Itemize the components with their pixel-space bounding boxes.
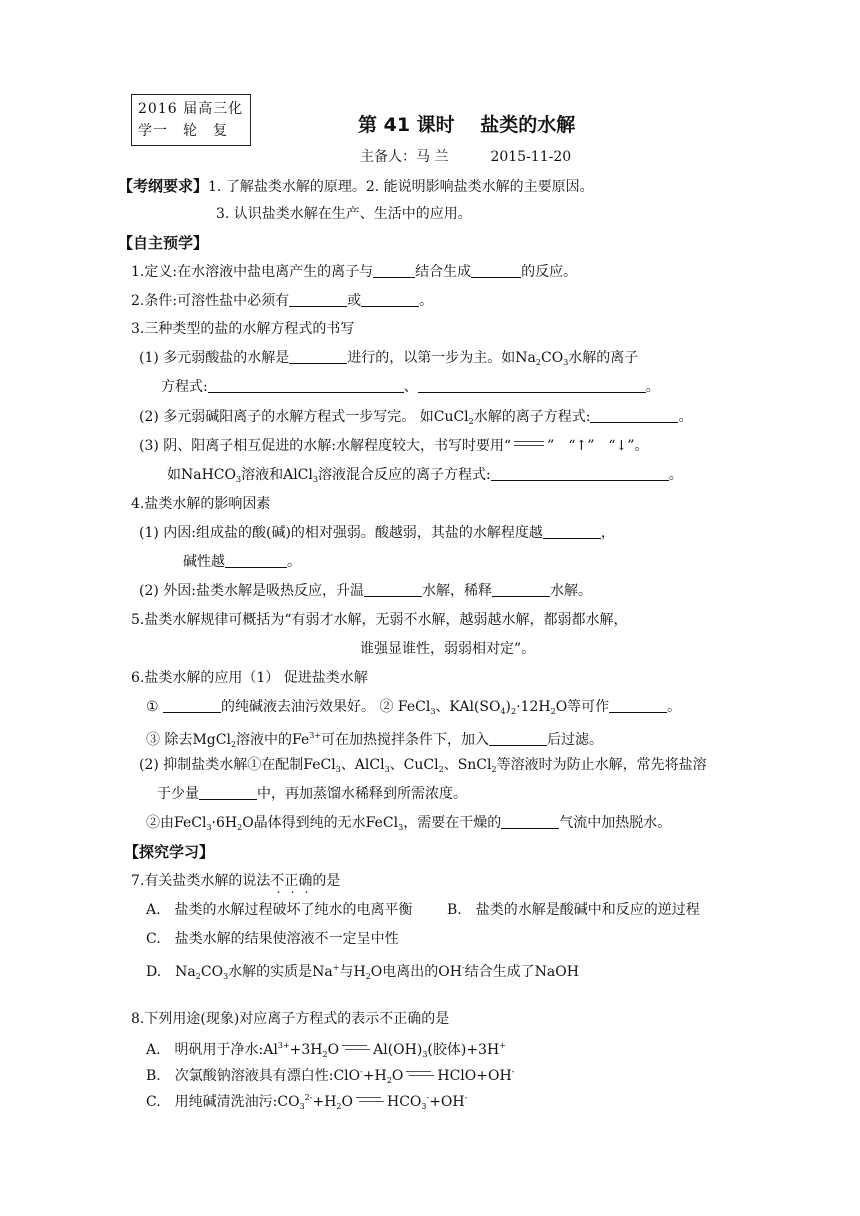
q6-2a-text-b: 、AlCl (340, 757, 385, 773)
q3-3b-text-c: 溶液混合反应的离子方程式: (317, 467, 491, 483)
question-1 (131, 263, 577, 281)
q6-2a-text-e: 等溶液时为防止水解，常先将盐溶 (496, 757, 707, 773)
q7-emphasis: 确 (298, 873, 313, 889)
q7-text-a: 7.有关盐类水解的说法 (131, 873, 271, 889)
q4-1b-text-a: 碱性越 (183, 554, 225, 570)
q4-2-text-b: 水解，稀释 (422, 583, 492, 599)
q3-2-text-c: 。 (678, 409, 693, 425)
superscript: - (511, 1067, 515, 1076)
question-3-2 (139, 408, 692, 431)
answer-blank[interactable] (199, 785, 257, 800)
answer-blank[interactable] (491, 466, 669, 481)
reversible-arrow-icon (405, 1070, 435, 1078)
superscript: - (464, 1093, 468, 1102)
superscript: - (426, 1093, 430, 1102)
question-3-1 (139, 349, 638, 372)
subscript: 2 (230, 740, 237, 749)
superscript: 3+ (277, 1041, 290, 1050)
q7-option-b[interactable]: B. 盐类的水解是酸碱中和反应的逆过程 (447, 902, 700, 918)
q8b-text-c: O (391, 1068, 404, 1084)
q3-1b-text-c: 。 (645, 379, 660, 395)
subscript: 3 (223, 972, 229, 981)
answer-blank[interactable] (361, 292, 419, 307)
q7d-text-c: 水解的实质是Na (228, 964, 333, 980)
subscript: 3 (384, 765, 390, 774)
question-6-1 (146, 698, 681, 721)
question-6-3 (146, 727, 603, 754)
q6-3-text-b: 溶液中的Fe (236, 732, 310, 748)
subscript: 3 (398, 823, 404, 832)
q6-2a-text-a: (2) 抑制盐类水解①在配制FeCl (139, 757, 336, 773)
q3-1-text-c: CO (540, 350, 564, 366)
q6-2c-text-b: ·6H (211, 815, 238, 831)
q8a-text-c: O (327, 1042, 340, 1058)
answer-blank[interactable] (492, 582, 550, 597)
q3-3b-text-d: 。 (668, 467, 683, 483)
q3-1-text-b: 进行的，以第一步为主。如Na (347, 350, 536, 366)
q4-2-text-a: (2) 外因:盐类水解是吸热反应，升温 (139, 583, 364, 599)
requirements-heading: 【考纲要求】 (118, 177, 209, 195)
q7-option-c[interactable]: C. 盐类水解的结果使溶液不一定呈中性 (146, 931, 399, 947)
answer-blank[interactable] (489, 731, 547, 746)
question-7 (131, 872, 340, 890)
question-3-3-equation (167, 466, 683, 489)
question-2 (131, 292, 433, 310)
q8-option-c[interactable] (146, 1089, 467, 1116)
requirements-text1: 1. 了解盐类水解的原理。2. 能说明影响盐类水解的主要原因。 (208, 179, 594, 195)
q1-text-a: 1.定义:在水溶液中盐电离产生的离子与 (131, 264, 374, 280)
subscript: 3 (430, 707, 436, 716)
q8b-text-d: HClO+OH (437, 1068, 512, 1084)
equals-sign-icon (512, 440, 546, 448)
q4-2-text-c: 水解。 (550, 583, 592, 599)
q2-text-b: 或 (347, 293, 362, 309)
q6-2b-text-b: 中，再加蒸馏水稀释到所需浓度。 (257, 786, 467, 802)
q7-option-d[interactable] (146, 959, 579, 986)
preview-heading: 【自主预学】 (118, 234, 209, 252)
q3-2-text-a: (2) 多元弱碱阳离子的水解方程式一步写完。 如CuCl (139, 409, 469, 425)
requirements-line1 (118, 177, 594, 196)
explore-heading: 【探究学习】 (124, 843, 215, 861)
question-4-1-cont (183, 553, 301, 571)
answer-blank[interactable] (225, 553, 287, 568)
q6-1-text-f: O等可作 (555, 699, 610, 715)
subscript: 2 (491, 765, 497, 774)
answer-blank[interactable] (289, 292, 347, 307)
subscript: 4 (500, 707, 506, 716)
q6-2c-text-d: ，需要在干燥的 (403, 815, 502, 831)
q7d-text-d: 与H (339, 964, 366, 980)
q3-1-text-d: 水解的离子 (568, 350, 639, 366)
question-6-2 (139, 756, 707, 779)
q4-1b-text-b: 。 (287, 554, 301, 570)
question-3-3 (139, 437, 648, 455)
q8b-text-a: B. 次氯酸钠溶液具有漂白性:ClO (146, 1068, 361, 1084)
answer-blank[interactable] (609, 698, 667, 713)
subscript: 3 (335, 765, 341, 774)
q8a-text-e: (胶体)+3H (427, 1042, 500, 1058)
q8c-text-a: C. 用纯碱清洗油污:CO (146, 1094, 300, 1110)
q6-1-text-g: 。 (667, 699, 682, 715)
subscript: 2 (322, 1050, 328, 1059)
q8c-text-c: O (341, 1094, 353, 1110)
answer-blank[interactable] (289, 349, 347, 364)
course-info-box (131, 94, 251, 146)
q6-1-text-e: ·12H (516, 699, 551, 715)
answer-blank[interactable] (163, 698, 221, 713)
subscript: 2 (195, 972, 201, 981)
q3-1b-text-a: 方程式: (161, 379, 208, 395)
subscript: 2 (237, 823, 243, 832)
subscript: 2 (535, 358, 541, 367)
question-5: 5.盐类水解规律可概括为“有弱才水解，无弱不水解，越弱越水解，都弱都水解， (131, 612, 628, 628)
answer-blank[interactable] (590, 408, 678, 423)
question-4-1 (139, 524, 615, 542)
answer-blank[interactable] (471, 263, 521, 278)
subscript: 2 (468, 417, 474, 426)
subscript: 3 (236, 475, 242, 484)
q7-emphasis: 正 (284, 873, 299, 889)
q7d-text-b: CO (200, 964, 224, 980)
question-3: 3.三种类型的盐的水解方程式的书写 (131, 321, 355, 337)
q8-option-b[interactable] (146, 1063, 514, 1090)
q3-1-text-a: (1) 多元弱酸盐的水解是 (139, 350, 290, 366)
q6-2b-text-a: 于少量 (157, 786, 199, 802)
q6-2a-text-c: 、CuCl (389, 757, 439, 773)
subscript: 3 (563, 358, 569, 367)
subscript: 2 (550, 707, 556, 716)
q3-3b-text-b: 溶液和AlCl (241, 467, 313, 483)
q6-1-text-c: 、KAl(SO (435, 699, 501, 715)
q7d-text-e: O电离出的OH (370, 964, 462, 980)
question-4: 4.盐类水解的影响因素 (131, 496, 271, 512)
q3-3b-text-a: 如NaHCO (167, 467, 236, 483)
q4-1-text-b: ， (600, 525, 615, 541)
preparer-line: 主备人：马 兰 2015-11-20 (360, 149, 572, 165)
q1-text-c: 的反应。 (521, 264, 578, 280)
q2-text-a: 2.条件:可溶性盐中必须有 (131, 293, 290, 309)
question-5-cont: 谁强显谁性，弱弱相对定”。 (360, 641, 536, 657)
q8-option-a[interactable] (146, 1037, 506, 1064)
q1-text-b: 结合生成 (415, 264, 472, 280)
subscript: 2 (511, 707, 517, 716)
q4-1-text-a: (1) 内因:组成盐的酸(碱)的相对强弱。酸越弱，其盐的水解程度越 (139, 525, 543, 541)
q3-3-text-a: (3) 阴、阳离子相互促进的水解:水解程度较大，书写时要用“ (139, 438, 512, 454)
q2-text-c: 。 (419, 293, 434, 309)
subscript: 2 (365, 972, 371, 981)
superscript: - (461, 963, 465, 972)
q8a-text-d: Al(OH) (373, 1042, 423, 1058)
q8b-text-b: +H (362, 1068, 387, 1084)
q8c-text-d: HCO (387, 1094, 422, 1110)
q6-2c-text-a: ②由FeCl (146, 815, 207, 831)
subscript: 3 (206, 823, 212, 832)
q8a-text-a: A. 明矾用于净水:Al (146, 1042, 278, 1058)
q6-2c-text-e: 气流中加热脱水。 (559, 815, 672, 831)
q6-1-text-d: ) (505, 699, 512, 715)
answer-blank[interactable] (373, 263, 415, 278)
q7d-text-f: 结合生成了NaOH (464, 964, 579, 980)
page-title: 第 41 课时 盐类的水解 (358, 114, 576, 136)
question-8: 8.下列用途(现象)对应离子方程式的表示不正确的是 (131, 1011, 450, 1027)
subscript: 2 (438, 765, 444, 774)
q3-1b-text-b: 、 (403, 379, 418, 395)
q3-2-text-b: 水解的离子方程式: (473, 409, 591, 425)
q7-emphasis: 不 (270, 873, 285, 889)
superscript: 2- (304, 1093, 313, 1102)
answer-blank[interactable] (543, 524, 601, 539)
q8c-text-b: +H (312, 1094, 337, 1110)
superscript: - (360, 1067, 363, 1076)
subscript: 3 (422, 1050, 428, 1059)
subscript: 2 (386, 1076, 392, 1085)
subscript: 3 (299, 1102, 305, 1111)
answer-blank[interactable] (501, 814, 559, 829)
q6-2c-text-c: O晶体得到纯的无水FeCl (242, 815, 399, 831)
question-3-1-equation (161, 378, 660, 396)
superscript: 3+ (309, 731, 322, 740)
answer-blank[interactable] (364, 582, 422, 597)
question-6-2-part2 (146, 814, 671, 837)
q6-2a-text-d: 、SnCl (443, 757, 492, 773)
q6-1-text-a: ① (146, 699, 159, 715)
question-6: 6.盐类水解的应用（1） 促进盐类水解 (131, 670, 368, 686)
q7-option-a[interactable]: A. 盐类的水解过程破坏了纯水的电离平衡 (146, 902, 413, 918)
q7d-text-a: D. Na (146, 964, 196, 980)
subscript: 3 (312, 475, 318, 484)
answer-blank[interactable] (418, 378, 646, 393)
q3-3-text-b: ” “↑” “↓”。 (547, 438, 649, 454)
reversible-arrow-icon (355, 1096, 385, 1104)
subscript: 3 (421, 1102, 427, 1111)
q6-1-text-b: 的纯碱液去油污效果好。 ② FeCl (221, 699, 431, 715)
superscript: + (499, 1041, 506, 1050)
q6-3-text-c: 可在加热搅拌条件下，加入 (321, 732, 490, 748)
q6-3-text-a: ③ 除去MgCl (146, 732, 231, 748)
course-info-line2: 学一 轮 复 (138, 123, 228, 139)
superscript: + (332, 963, 340, 972)
answer-blank[interactable] (208, 378, 404, 393)
subscript: 2 (336, 1102, 342, 1111)
reversible-arrow-icon (341, 1044, 371, 1052)
course-info-line1: 2016 届高三化 (138, 101, 244, 117)
requirements-line2: 3. 认识盐类水解在生产、生活中的应用。 (216, 206, 472, 222)
q6-3-text-d: 后过滤。 (547, 732, 604, 748)
question-4-2 (139, 582, 592, 600)
question-6-2-cont (157, 785, 467, 803)
q7-text-e: 的是 (312, 873, 341, 889)
q8a-text-b: +3H (289, 1042, 323, 1058)
q8c-text-e: +OH (429, 1094, 465, 1110)
